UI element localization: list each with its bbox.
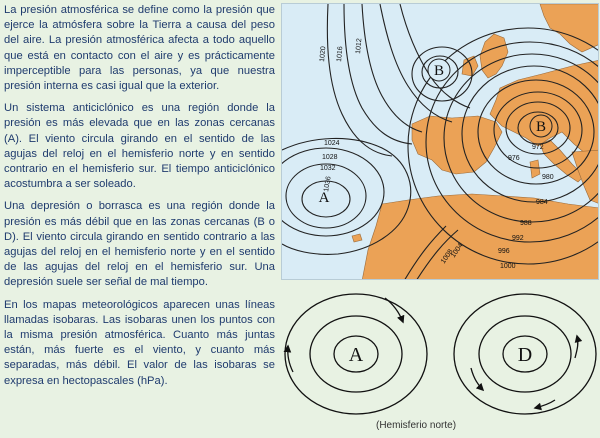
paragraph-pressure: La presión atmosférica se define como la presión que ejerce la atmósfera sobre la Tierra a causa del peso del aire. La presión atmosférica afecta a todo aquello que está en contacto con el aire y es prácticamente imperceptible para las personas, ya que nuestra presión interna es casi igual que la exterior. xyxy=(4,4,275,93)
label-1024: 1024 xyxy=(324,140,340,147)
label-1036: 1036 xyxy=(323,175,333,193)
label-988: 988 xyxy=(520,220,532,227)
arrow-icon xyxy=(471,368,483,390)
label-1020: 1020 xyxy=(319,46,328,63)
arrow-icon xyxy=(385,298,403,322)
label-980: 980 xyxy=(542,174,554,181)
anticyclone-label: A xyxy=(348,344,364,366)
label-972: 972 xyxy=(532,144,544,151)
land-europe xyxy=(490,60,599,154)
low-west-label: B xyxy=(433,63,445,79)
depression-label: D xyxy=(517,344,533,366)
label-984: 984 xyxy=(536,199,548,206)
pressure-systems-diagram xyxy=(281,286,599,436)
label-1000: 1000 xyxy=(500,263,516,270)
label-1012: 1012 xyxy=(355,38,364,55)
paragraph-depression: Una depresión o borrasca es una región donde la presión es más débil que en las zonas cercanas (B o D). El viento circula girando en sentido contrario a las agujas del reloj en el hemisferio norte y en el sentido de las agujas del reloj en el hemisferio sur. Una depresión suele ser señal de mal tiempo. xyxy=(4,200,275,289)
label-1008: 1008 xyxy=(439,248,455,266)
label-1004: 1004 xyxy=(449,242,465,260)
paragraph-isobars: En los mapas meteorológicos aparecen unas líneas llamadas isobaras. Las isobaras unen los puntos con la misma presión atmosférica. Cuanto más juntas están, más fuerte es el viento, y cuanto más separadas, más débil. El valor de las isobaras se expresa en hectopascales (hPa). xyxy=(4,298,275,387)
label-1016: 1016 xyxy=(336,46,345,63)
label-1032: 1032 xyxy=(320,165,336,172)
low-east-label: B xyxy=(535,119,547,135)
isobar-1020 xyxy=(327,4,392,156)
label-1028: 1028 xyxy=(322,154,338,161)
label-992: 992 xyxy=(512,235,524,242)
high-label: A xyxy=(318,190,330,206)
arrow-icon xyxy=(575,336,578,358)
weather-map xyxy=(281,3,599,280)
label-996: 996 xyxy=(498,248,510,255)
isobar-1004-west xyxy=(400,4,470,108)
isobar-1028 xyxy=(282,148,384,236)
arrow-icon xyxy=(535,400,555,408)
land-uk xyxy=(480,34,508,78)
explanation-text xyxy=(4,3,275,396)
land-canaries xyxy=(352,234,362,242)
hemisphere-caption: (Hemisferio norte) xyxy=(376,420,457,431)
label-976: 976 xyxy=(508,155,520,162)
paragraph-anticyclone: Un sistema anticiclónico es una región donde la presión es más elevada que en las zonas cercanas (A). El viento circula girando en el sentido de las agujas del reloj en el hemisferio norte y en sentido contrario en el hemisferio sur. El tiempo anticiclónico acostumbra a ser soleado. xyxy=(4,102,275,191)
arrow-icon xyxy=(288,346,293,372)
land-sardinia xyxy=(530,160,540,178)
